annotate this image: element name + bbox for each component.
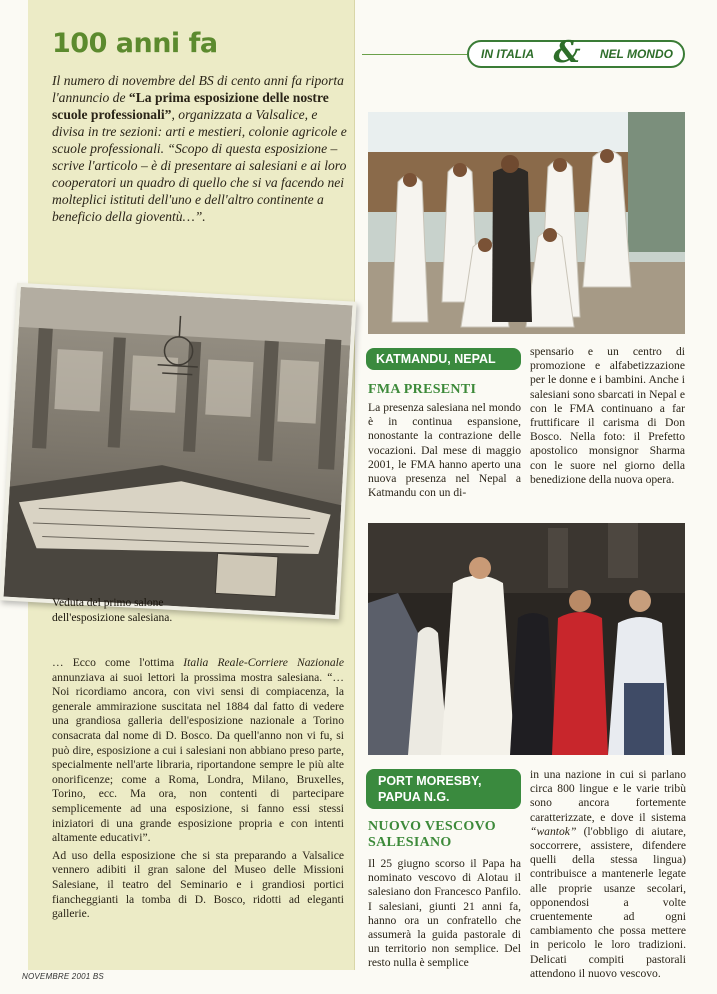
intro-text — [52, 72, 347, 225]
intro-part-2: , organizzata a Valsalice, e divisa in tre sezioni: arti e mestieri, colonie agricole e scuole professionali. “Scopo di questa esposizione – scrive l'articolo – è di presentare ai salesiani e ai loro cooperatori un quadro di quello che si va facendo nei molteplici istituti dell'uno e dell'altro continente a beneficio della gioventù…”. — [52, 107, 347, 224]
tag-png-line-1: PORT MORESBY, — [378, 774, 482, 788]
header-rule — [362, 54, 467, 55]
intro-part-1: Il numero di novembre del BS di cento anni fa riporta l'annuncio de — [52, 73, 344, 105]
banner-left-text: IN ITALIA — [481, 47, 535, 61]
left-paragraph-1 — [52, 656, 344, 846]
png-col2-a: in una nazione in cui si parlano circa 800 lingue e le varie tribù sono ancora fortemente caratterizzate, e dove il sistema — [530, 768, 686, 824]
nepal-column-2: spensario e un centro di promozione e alfabetizzazione per le donne e i bambini. Anche i salesiani sono sbarcati in Nepal e con le FMA continuano a far fruttificare il carisma di Don Bosco. Nella foto: il Prefetto apostolico monsignor Sharma con le suore nel giorno della benedizione della nuova opera. — [530, 345, 685, 486]
ampersand-logo: & — [553, 35, 581, 70]
png-col2-b: (l'obbligo di aiutare, soccorrere, assistere, difendere quelli della stessa lingua) contribuisce a mantenerle legate alle proprie usanze secolari, opponendosi a volte cruentemente ad ogni cambiamento che possa mettere in pericolo le loro tradizioni. Delicati compiti pastorali attendono il nuovo vescovo. — [530, 824, 686, 980]
exhibition-hall-photo — [0, 283, 357, 619]
nepal-column-1: La presenza salesiana nel mondo è in continua espansione, nonostante la contrazione delle vocazioni. Dal mese di maggio 2001, le FMA hanno aperto una nuova presenza nel Nepal a Katmandu con un di- — [368, 401, 521, 500]
caption-line-1: Veduta del primo salone — [52, 597, 164, 609]
png-heading-line-1: NUOVO VESCOVO — [368, 819, 496, 834]
png-heading — [368, 819, 518, 851]
caption-line-2: dell'esposizione salesiana. — [52, 612, 173, 624]
photo-caption — [52, 596, 172, 626]
location-tag-nepal: KATMANDU, NEPAL — [366, 348, 521, 370]
left-p1-a: … Ecco come l'ottima — [52, 656, 184, 669]
png-heading-line-2: SALESIANO — [368, 835, 452, 850]
left-body-text — [52, 656, 344, 925]
png-column-2 — [530, 768, 686, 981]
left-paragraph-2: Ad uso della esposizione che si sta preparando a Valsalice vennero adibiti il gran salone del Museo delle Missioni Salesiane, il teatro del Seminario e i grandiosi portici fiancheggianti la tomba di D. Bosco, ridotti ad eleganti gallerie. — [52, 848, 344, 921]
page-footer: NOVEMBRE 2001 BS — [22, 972, 104, 981]
banner-right-text: NEL MONDO — [599, 47, 673, 61]
intro-bold: “La prima esposizione delle nostre scuole professionali” — [52, 90, 329, 122]
nepal-group-photo — [368, 112, 685, 334]
left-p1-b: annunziava ai suoi lettori la prossima mostra salesiana. “… Noi ricordiamo ancora, con vivi sensi di compiacenza, la generale ammirazione suscitata nel 1884 dal fatto di vedere una grandiosa galleria dell'esposizione nazionale a Torino consacrata dal nome di D. Bosco. Da quell'anno non vi fu, si può dire, esposizione a cui i salesiani non abbiano preso parte, specialmente nell'arte libraria, riportandone sempre le più alte onorificenze; come a Roma, Londra, Milano, Bruxelles, Torino, ecc. Ma ora, non contenti di partecipare semplicemente ad una esposizione, si fanno essi stessi iniziatori di una grande esposizione propria e con intenti altamente educativi”. — [52, 670, 344, 845]
bishop-reception-photo — [368, 523, 685, 755]
tag-png-line-2: PAPUA N.G. — [378, 790, 450, 804]
section-banner — [467, 35, 685, 70]
page-title: 100 anni fa — [52, 28, 218, 59]
wantok-term: “wantok” — [530, 824, 577, 838]
location-tag-png — [366, 769, 521, 809]
nepal-heading: FMA PRESENTI — [368, 382, 477, 397]
png-column-1: Il 25 giugno scorso il Papa ha nominato vescovo di Alotau il salesiano don Francesco Panfilo. I salesiani, giunti 21 anni fa, hanno ora un confratello che assumerà la guida pastorale di un territorio non semplice. Del resto nulla è semplice — [368, 857, 521, 970]
newspaper-name: Italia Reale-Corriere Nazionale — [183, 656, 344, 669]
